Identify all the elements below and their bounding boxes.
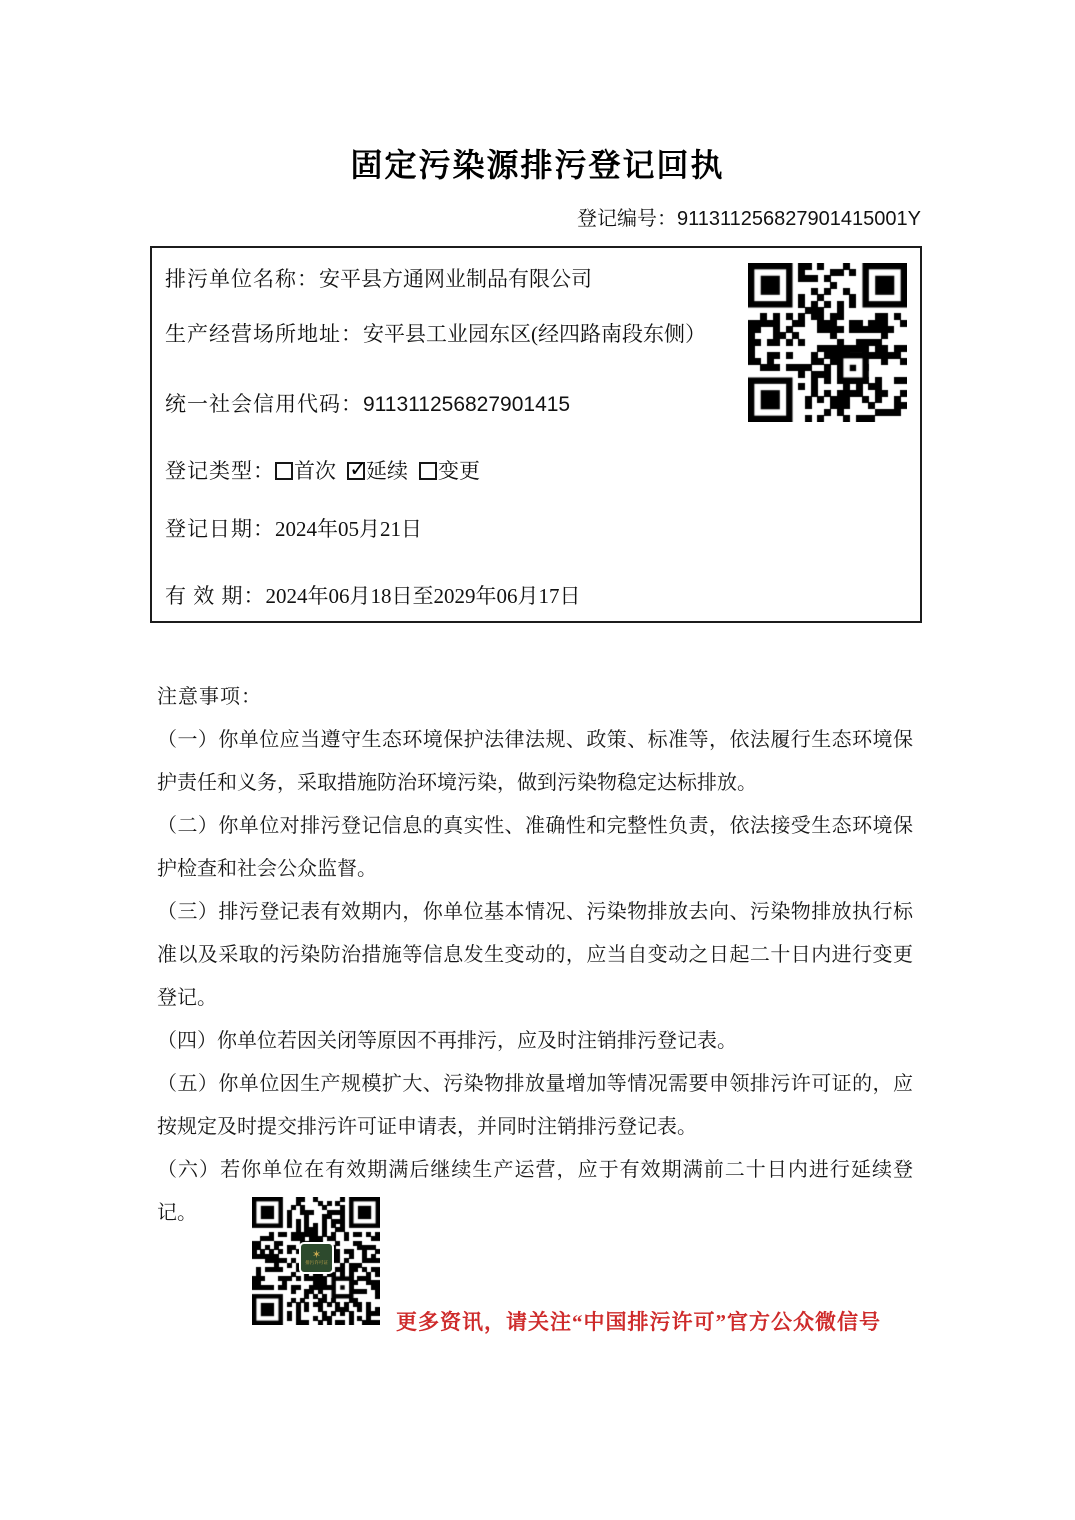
address-value: 安平县工业园东区(经四路南段东侧） [363,322,706,346]
note-item-2: （二）你单位对排污登记信息的真实性、准确性和完整性负责，依法接受生态环境保护检查和社会公众监督。 [157,815,913,880]
note-item-4: （四）你单位若因关闭等原因不再排污，应及时注销排污登记表。 [157,1030,737,1052]
notes-section [157,676,913,1235]
table-row-validity-period [165,582,581,610]
address-label: 生产经营场所地址： [165,322,363,346]
registration-qr-code [748,263,907,422]
option-renewal [347,457,408,485]
registration-info-table [150,246,922,623]
registration-type-options [275,457,491,485]
table-row-credit-code [165,390,570,419]
checkbox-change[interactable] [419,462,437,480]
national-emblem-icon: ✶ [311,1248,322,1261]
table-row-registration-type [165,457,491,485]
registration-number-value: 911311256827901415001Y [677,208,921,230]
registration-qr-code-image [748,263,907,422]
checkbox-renewal[interactable] [347,457,367,481]
option-first-time-label: 首次 [294,459,336,483]
registration-number-label: 登记编号： [577,208,678,230]
option-first-time [275,457,336,485]
page-title: 固定污染源排污登记回执 [350,147,725,183]
registration-date-label: 登记日期： [165,517,275,541]
table-row-registration-date [165,515,422,543]
wechat-follow-notice: 更多资讯，请关注“中国排污许可”官方公众微信号 [396,1310,881,1334]
note-item-6: （六）若你单位在有效期满后继续生产运营，应于有效期满前二十日内进行延续登记。 [157,1159,913,1224]
note-item-5: （五）你单位因生产规模扩大、污染物排放量增加等情况需要申领排污许可证的，应按规定及时提交排污许可证申请表，并同时注销排污登记表。 [157,1073,913,1138]
credit-code-label: 统一社会信用代码： [165,392,363,416]
validity-period-label: 有 效 期： [165,584,266,608]
note-item-1: （一）你单位应当遵守生态环境保护法律法规、政策、标准等，依法履行生态环境保护责任和义务，采取措施防治环境污染，做到污染物稳定达标排放。 [157,729,913,794]
registration-type-label: 登记类型： [165,459,275,483]
table-row-unit-name [165,265,592,293]
option-change [419,457,480,485]
registration-number [151,202,921,231]
unit-name-label: 排污单位名称： [165,267,319,291]
permit-logo-text: 排污许可证 [305,1261,328,1266]
unit-name-value: 安平县方通网业制品有限公司 [319,267,592,291]
option-renewal-label: 延续 [366,459,408,483]
registration-date-value: 2024年05月21日 [275,517,422,541]
option-change-label: 变更 [438,459,480,483]
credit-code-value: 911311256827901415 [363,393,571,416]
check-icon: ✓ [349,457,367,481]
permit-logo [299,1242,334,1274]
checkbox-first-time[interactable] [275,462,293,480]
validity-period-value: 2024年06月18日至2029年06月17日 [265,584,581,608]
note-item-3: （三）排污登记表有效期内，你单位基本情况、污染物排放去向、污染物排放执行标准以及采取的污染防治措施等信息发生变动的，应当自变动之日起二十日内进行变更登记。 [157,901,913,1009]
wechat-qr-code [252,1197,380,1325]
table-row-address [165,320,706,348]
notes-heading: 注意事项： [157,686,262,708]
